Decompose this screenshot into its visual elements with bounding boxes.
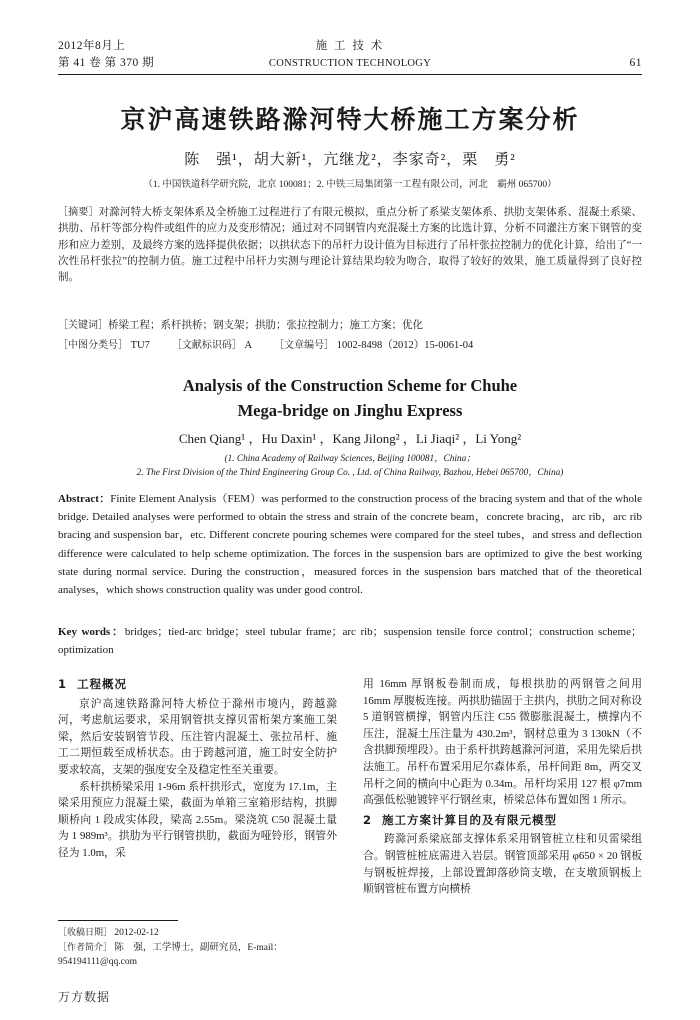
watermark-text: 万方数据 [58,990,111,1004]
body-column-right [363,676,642,946]
affiliation-en [58,452,642,480]
abstract-cn-text: 对滁河特大桥支架体系及全桥施工过程进行了有限元模拟，重点分析了系梁支架体系、拱肋支架体系、混凝土系梁、拱肋、吊杆等部分构件或组件的应力及变形情况；通过对不同钢管内充混凝土方案的比选计算，分析不同灌注方案下钢管的变形和应力差别，及最终方案的选择提供依据；以拱状态下的吊杆力设计值为目标进行了吊杆张拉控制力的优化计算，给出了“一次性吊杆张拉”的控制力值。施工过程中吊杆力实测与理论计算结果均较为吻合，取得了较好的效果，施工质量得到了良好控制。 [58,207,643,284]
classification-line [58,338,642,354]
affiliation-en-line1: (1. China Academy of Railway Sciences, Beijing 100081，China； [224,454,476,464]
section-heading-2 [363,812,642,829]
header-row-2 [58,55,642,72]
page-title-en [0,373,700,423]
footnote-author [58,941,348,970]
section-number-2: 2 [363,812,373,827]
paragraph: 系杆拱桥梁采用 1-96m 系杆拱形式，宽度为 17.1m，主梁采用预应力混凝土梁，截面为单箱三室箱形结构，拱脚顺桥向 1 段成实体段，梁高 2.55m。梁浇筑 C50 混凝土量为 1 989m³。拱肋为平行钢管拱肋，截面为哑铃形，钢管外径为 1.0m，采 [58,780,337,859]
clc-group [58,338,150,354]
doc-value: A [244,340,253,351]
clc-label: ［中图分类号］ [58,340,128,351]
article-label: ［文章编号］ [274,340,335,351]
affiliation-en-line2: 2. The First Division of the Third Engineering Group Co. , Ltd. of China Railway, Bazhou, Hebei 065700，China) [136,468,564,478]
section-title-1: 工程概况 [77,677,128,691]
body-column-left [58,676,337,946]
paragraph: 跨滁河系梁底部支撑体系采用钢管桩立柱和贝雷梁组合。钢管桩桩底需进入岩层。钢管顶部采用 φ650 × 20 钢板与钢板桩焊接，上部设置卸落砂筒支墩，在支墩顶钢板上顺钢管桩布置方向横桥 [363,833,642,896]
doc-group [172,338,252,354]
header-divider [58,74,642,75]
page-header [58,38,642,82]
journal-title-cn: 施 工 技 术 [315,40,385,52]
abstract-cn-label: ［摘要］ [58,207,99,218]
abstract-en-text: Finite Element Analysis（FEM）was performed to the construction process of the bracing system and that of the whole bridge. Detailed analyses were performed to obtain the stress and strain of the concrete beam，concrete bracing，arc rib，arc rib bracing and suspension bar，etc. Different concrete pouring schemes were compared for the steel tubes，and stress and deflection difference were calculated to help scheme optimization. The forces in the suspension bars are optimized to give the best working state during normal service. During the construction，measured forces in the suspension bars matched that of the theoretical analyses，which shows construction quality was under good control. [58,493,642,597]
footnote-author-label: ［作者简介］ [58,942,113,953]
page-number: 61 [629,57,642,69]
keywords-cn-label: ［关键词］ [58,320,108,331]
journal-title-en: CONSTRUCTION TECHNOLOGY [268,58,432,69]
paragraph: 用 16mm 厚钢板卷制而成，每根拱肋的两钢管之间用 16mm 厚腹板连接。两拱肋锚固于主拱内，拱肋之间对称设 5 道钢管横撑，钢管内压注 C55 微膨胀混凝土，横撑内不压注，混凝土压注量为 430.2m³，钢材总重为 3 130kN（不含拱脚预埋段）。由于系杆拱跨越滁河河道，采用先梁后拱法施工。吊杆布置采用尼尔森体系，吊杆间距 8m，两交叉吊杆之间的横向中心距为 0.34m。吊杆均采用 127 根 φ7mm 高强低松驰镀锌平行钢丝束，桥梁总体布置如图 1 所示。 [363,678,642,807]
footnote-divider [58,920,178,921]
authors-en: Chen Qiang¹ ，Hu Daxin¹ ，Kang Jilong² ，Li Jiaqi² ，Li Yong² [178,431,522,446]
article-value: 1002-8498（2012）15-0061-04 [336,340,474,351]
footnote-author-value: 陈 强，工学博士，副研究员，E-mail：954194111@qq.com [58,942,283,967]
keywords-en [58,623,642,659]
abstract-en [58,490,642,599]
header-row-1 [58,38,642,55]
doc-label: ［文献标识码］ [171,340,242,351]
section-heading-1 [58,676,337,693]
abstract-cn [58,205,642,286]
keywords-cn-text: 桥梁工程；系杆拱桥；钢支架；拱肋；张拉控制力；施工方案；优化 [108,320,423,331]
page-title-en-line2: Mega-bridge on Jinghu Express [237,401,463,420]
paragraph: 京沪高速铁路滁河特大桥位于滁州市境内，跨越滁河，考虑航运要求，采用钢管拱支撑贝雷桁架方案施工架梁，然后安装钢管节段、压注管内混凝土、张拉吊杆、施工二期恒载至成桥状态。由于跨越河道，施工时安全防护要求较高，支架的强度安全及稳定性至关重要。 [58,697,337,776]
page-title-cn: 京沪高速铁路滁河特大桥施工方案分析 [120,105,580,134]
footnote-received-label: ［收稿日期］ [58,928,113,938]
keywords-cn [58,318,642,334]
authors-cn: 陈 强¹，胡大新¹，亢继龙²，李家奇²，栗 勇² [184,152,516,168]
article-group [274,338,473,354]
clc-value: TU7 [130,340,150,351]
abstract-en-label: Abstract： [58,493,111,505]
footnote-received-value: 2012-02-12 [114,928,159,938]
keywords-en-text: bridges；tied-arc bridge；steel tubular frame；arc rib；suspension tensile force control；construction scheme；optimization [58,626,642,657]
section-title-2: 施工方案计算目的及有限元模型 [382,812,558,827]
section-number-1: 1 [58,677,68,691]
footnote-received [58,926,348,941]
header-issue-date: 2012年8月上 [58,40,126,52]
footnote-block [58,926,348,970]
page-title-en-line1: Analysis of the Construction Scheme for Chuhe [182,376,518,395]
keywords-en-label: Key words： [58,626,125,638]
header-volume-issue: 第 41 卷 第 370 期 [58,57,155,69]
affiliation-cn: （1. 中国铁道科学研究院，北京 100081；2. 中铁三局集团第一工程有限公司，河北 霸州 065700） [143,180,557,190]
body-columns [58,676,642,946]
